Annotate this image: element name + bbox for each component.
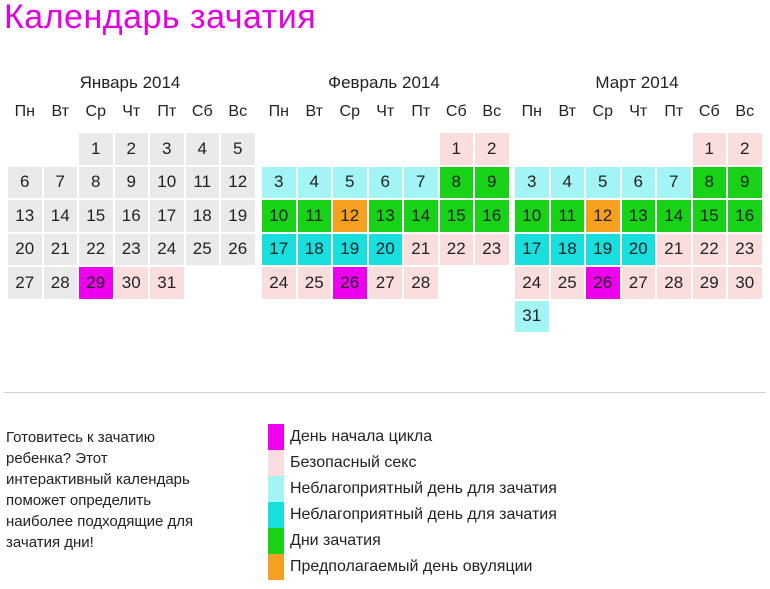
day-cell[interactable]: 4	[186, 133, 220, 165]
day-cell[interactable]: 17	[515, 234, 549, 266]
day-cell[interactable]: 11	[298, 200, 332, 232]
weekday-label: Сб	[445, 103, 467, 120]
legend-label: Неблагоприятный день для зачатия	[290, 480, 557, 497]
empty-cell	[586, 133, 620, 165]
day-cell[interactable]: 16	[728, 200, 762, 232]
weekday-label: Пн	[521, 103, 542, 120]
empty-cell	[404, 133, 438, 165]
day-cell[interactable]: 25	[186, 234, 220, 266]
day-cell[interactable]: 31	[150, 267, 184, 299]
month-title: Январь 2014	[79, 73, 181, 92]
day-cell[interactable]: 22	[79, 234, 113, 266]
day-cell[interactable]: 27	[8, 267, 42, 299]
day-cell[interactable]: 1	[693, 133, 727, 165]
intro-text: Готовитесь к зачатию ребенка? Этот интерактивный календарь поможет определить наиболее подходящие для зачатия дни!	[6, 429, 194, 551]
empty-cell	[262, 133, 296, 165]
weekday-label: Вт	[558, 103, 576, 120]
weekday-label: Вт	[305, 103, 323, 120]
page-title: Календарь зачатия	[4, 0, 317, 36]
day-cell[interactable]: 16	[475, 200, 509, 232]
day-cell[interactable]: 26	[333, 267, 367, 299]
day-cell[interactable]: 15	[79, 200, 113, 232]
day-cell[interactable]: 31	[515, 301, 549, 333]
day-cell[interactable]: 23	[475, 234, 509, 266]
day-cell[interactable]: 1	[440, 133, 474, 165]
legend-item-ovulation	[268, 554, 557, 580]
empty-cell	[515, 133, 549, 165]
day-cell[interactable]: 8	[440, 167, 474, 199]
legend-label: Неблагоприятный день для зачатия	[290, 506, 557, 523]
day-cell[interactable]: 24	[150, 234, 184, 266]
day-cell[interactable]: 3	[262, 167, 296, 199]
day-cell[interactable]: 6	[369, 167, 403, 199]
day-cell[interactable]: 13	[369, 200, 403, 232]
day-cell[interactable]: 26	[221, 234, 255, 266]
day-cell[interactable]: 20	[8, 234, 42, 266]
day-cell[interactable]: 21	[657, 234, 691, 266]
day-cell[interactable]: 2	[475, 133, 509, 165]
empty-cell	[298, 133, 332, 165]
day-cell[interactable]: 22	[440, 234, 474, 266]
day-cell[interactable]: 13	[622, 200, 656, 232]
weekday-label: Вс	[228, 103, 248, 120]
day-cell[interactable]: 5	[586, 167, 620, 199]
month-february	[261, 72, 507, 300]
month-march	[514, 72, 760, 333]
weekday-label: Пт	[411, 103, 431, 120]
month-title: Март 2014	[595, 73, 679, 92]
day-cell[interactable]: 8	[693, 167, 727, 199]
month-january	[7, 72, 253, 300]
day-cell[interactable]: 28	[657, 267, 691, 299]
legend-label: Дни зачатия	[290, 532, 381, 549]
weekday-label: Ср	[339, 103, 360, 120]
weekday-label: Вс	[735, 103, 755, 120]
day-cell[interactable]: 1	[79, 133, 113, 165]
legend-swatch	[268, 424, 284, 450]
days-grid	[514, 132, 760, 333]
weekday-label: Пт	[157, 103, 177, 120]
day-cell[interactable]: 11	[551, 200, 585, 232]
day-cell[interactable]: 10	[262, 200, 296, 232]
legend-swatch	[268, 554, 284, 580]
day-cell[interactable]: 20	[369, 234, 403, 266]
weekday-label: Сб	[698, 103, 720, 120]
weekday-label: Пн	[268, 103, 289, 120]
empty-cell	[622, 133, 656, 165]
day-cell[interactable]: 12	[333, 200, 367, 232]
day-cell[interactable]: 10	[515, 200, 549, 232]
day-cell[interactable]: 4	[551, 167, 585, 199]
day-cell[interactable]: 28	[404, 267, 438, 299]
day-cell[interactable]: 20	[622, 234, 656, 266]
day-cell[interactable]: 29	[693, 267, 727, 299]
weekday-label: Пн	[14, 103, 35, 120]
day-cell[interactable]: 23	[115, 234, 149, 266]
day-cell[interactable]: 10	[150, 167, 184, 199]
legend-item-unfavorable-dark	[268, 502, 557, 528]
day-cell[interactable]: 30	[115, 267, 149, 299]
day-cell[interactable]: 17	[150, 200, 184, 232]
day-cell[interactable]: 16	[115, 200, 149, 232]
empty-cell	[657, 133, 691, 165]
day-cell[interactable]: 7	[404, 167, 438, 199]
weekday-label: Чт	[629, 103, 648, 120]
empty-cell	[551, 133, 585, 165]
empty-cell	[44, 133, 78, 165]
legend-item-cycle-start	[268, 424, 557, 450]
day-cell[interactable]: 19	[333, 234, 367, 266]
day-cell[interactable]: 7	[44, 167, 78, 199]
day-cell[interactable]: 25	[298, 267, 332, 299]
day-cell[interactable]: 23	[728, 234, 762, 266]
day-cell[interactable]: 21	[44, 234, 78, 266]
day-cell[interactable]: 28	[44, 267, 78, 299]
day-cell[interactable]: 17	[262, 234, 296, 266]
day-cell[interactable]: 6	[8, 167, 42, 199]
day-cell[interactable]: 9	[475, 167, 509, 199]
legend-label: Безопасный секс	[290, 454, 417, 471]
day-cell[interactable]: 19	[221, 200, 255, 232]
day-cell[interactable]: 14	[44, 200, 78, 232]
weekday-label: Сб	[191, 103, 213, 120]
day-cell[interactable]: 24	[515, 267, 549, 299]
weekday-label: Чт	[122, 103, 141, 120]
month-title: Февраль 2014	[328, 73, 440, 92]
day-cell[interactable]: 25	[551, 267, 585, 299]
day-cell[interactable]: 21	[404, 234, 438, 266]
day-cell[interactable]: 24	[262, 267, 296, 299]
day-cell[interactable]: 7	[657, 167, 691, 199]
legend-item-safe	[268, 450, 557, 476]
day-cell[interactable]: 5	[333, 167, 367, 199]
day-cell[interactable]: 12	[221, 167, 255, 199]
day-cell[interactable]: 6	[622, 167, 656, 199]
day-cell[interactable]: 22	[693, 234, 727, 266]
legend-item-fertile	[268, 528, 557, 554]
legend-label: Предполагаемый день овуляции	[290, 558, 533, 575]
day-cell[interactable]: 2	[728, 133, 762, 165]
day-cell[interactable]: 14	[657, 200, 691, 232]
day-cell[interactable]: 14	[404, 200, 438, 232]
legend-label: День начала цикла	[290, 428, 433, 445]
weekday-label: Пт	[664, 103, 684, 120]
empty-cell	[369, 133, 403, 165]
day-cell[interactable]: 26	[586, 267, 620, 299]
day-cell[interactable]: 5	[221, 133, 255, 165]
day-cell[interactable]: 9	[728, 167, 762, 199]
day-cell[interactable]: 3	[150, 133, 184, 165]
legend-swatch	[268, 502, 284, 528]
weekday-label: Ср	[592, 103, 613, 120]
weekday-header	[514, 100, 760, 124]
legend-item-unfavorable-light	[268, 476, 557, 502]
empty-cell	[8, 133, 42, 165]
days-grid	[7, 132, 253, 300]
weekday-label: Чт	[376, 103, 395, 120]
day-cell[interactable]: 2	[115, 133, 149, 165]
legend-swatch	[268, 476, 284, 502]
day-cell[interactable]: 18	[551, 234, 585, 266]
legend	[268, 424, 557, 580]
legend-swatch	[268, 450, 284, 476]
day-cell[interactable]: 13	[8, 200, 42, 232]
day-cell[interactable]: 15	[693, 200, 727, 232]
day-cell[interactable]: 11	[186, 167, 220, 199]
days-grid	[261, 132, 507, 300]
legend-swatch	[268, 528, 284, 554]
day-cell[interactable]: 30	[728, 267, 762, 299]
divider	[4, 392, 766, 393]
weekday-label: Ср	[85, 103, 106, 120]
day-cell[interactable]: 15	[440, 200, 474, 232]
day-cell[interactable]: 18	[186, 200, 220, 232]
weekday-label: Вт	[51, 103, 69, 120]
day-cell[interactable]: 9	[115, 167, 149, 199]
weekday-header	[7, 100, 253, 124]
day-cell[interactable]: 19	[586, 234, 620, 266]
day-cell[interactable]: 29	[79, 267, 113, 299]
weekday-label: Вс	[482, 103, 502, 120]
day-cell[interactable]: 18	[298, 234, 332, 266]
day-cell[interactable]: 27	[369, 267, 403, 299]
day-cell[interactable]: 4	[298, 167, 332, 199]
day-cell[interactable]: 3	[515, 167, 549, 199]
day-cell[interactable]: 12	[586, 200, 620, 232]
day-cell[interactable]: 8	[79, 167, 113, 199]
weekday-header	[261, 100, 507, 124]
day-cell[interactable]: 27	[622, 267, 656, 299]
empty-cell	[333, 133, 367, 165]
